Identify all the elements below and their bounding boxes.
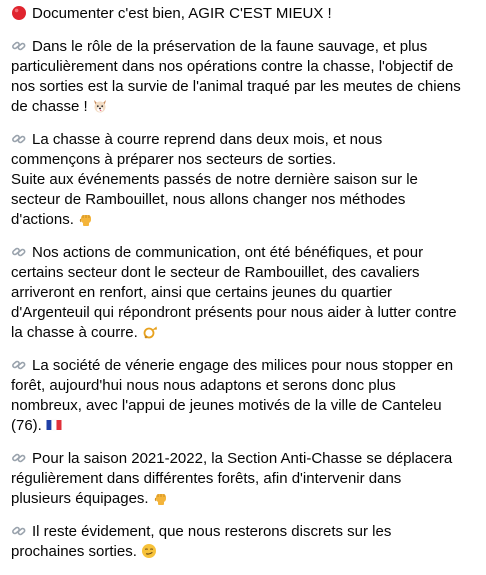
paragraph-line: de chasse !: [11, 98, 88, 115]
post-paragraph: [11, 243, 481, 343]
red-circle-icon: [11, 5, 27, 21]
post-paragraph: [11, 449, 481, 509]
paragraph-line: (76).: [11, 417, 42, 434]
paragraph-line: secteur de Rambouillet, nous allons changer nos méthodes: [11, 191, 406, 208]
paragraph-line: Suite aux événements passés de notre dernière saison sur le: [11, 171, 418, 188]
post-paragraph: [11, 130, 481, 230]
paragraph-line: particulièrement dans nos opérations contre la chasse, l'objectif de: [11, 58, 454, 75]
paragraph-line: d'actions.: [11, 211, 74, 228]
paperclip-icon: [11, 131, 27, 147]
paragraph-line: Il reste évidement, que nous resterons discrets sur les: [32, 523, 392, 540]
paragraph-line: plusieurs équipages.: [11, 490, 149, 507]
paragraph-line: arriveront en renfort, ainsi que certains jeunes du quartier: [11, 284, 393, 301]
paragraph-line: commençons à préparer nos secteurs de sorties.: [11, 151, 337, 168]
paragraph-line: Dans le rôle de la préservation de la faune sauvage, et plus: [32, 38, 428, 55]
post-body: [11, 4, 481, 575]
raised-fist-icon: [153, 490, 169, 506]
paragraph-line: prochaines sorties.: [11, 543, 137, 560]
paragraph-line: La société de vénerie engage des milices pour nous stopper en: [32, 357, 454, 374]
paragraph-line: Pour la saison 2021-2022, la Section Anti-Chasse se déplacera: [32, 450, 453, 467]
raised-fist-icon: [78, 211, 94, 227]
paperclip-icon: [11, 357, 27, 373]
paperclip-icon: [11, 38, 27, 54]
france-flag-icon: [46, 417, 62, 433]
post-paragraph: [11, 356, 481, 436]
paperclip-icon: [11, 523, 27, 539]
hunting-horn-icon: [142, 324, 158, 340]
paragraph-line: La chasse à courre reprend dans deux mois, et nous: [32, 131, 383, 148]
paperclip-icon: [11, 244, 27, 260]
paragraph-line: Documenter c'est bien, AGIR C'EST MIEUX !: [32, 5, 332, 22]
dog-face-icon: [92, 98, 108, 114]
paragraph-line: Nos actions de communication, ont été bénéfiques, et pour: [32, 244, 424, 261]
paragraph-line: nombreux, avec l'appui de jeunes motivés de la ville de Canteleu: [11, 397, 442, 414]
paperclip-icon: [11, 450, 27, 466]
paragraph-line: nos sorties est la survie de l'animal traqué par les meutes de chiens: [11, 78, 461, 95]
post-paragraph: [11, 4, 481, 24]
paragraph-line: forêt, aujourd'hui nous nous adaptons et serons donc plus: [11, 377, 396, 394]
paragraph-line: d'Argenteuil qui répondront présents pour nous aider à lutter contre: [11, 304, 457, 321]
post-paragraph: [11, 522, 481, 562]
paragraph-line: la chasse à courre.: [11, 324, 138, 341]
paragraph-line: régulièrement dans différentes forêts, afin d'intervenir dans: [11, 470, 402, 487]
post-paragraph: [11, 37, 481, 117]
smirking-face-icon: [141, 543, 157, 559]
paragraph-line: certains secteur dont le secteur de Rambouillet, des cavaliers: [11, 264, 420, 281]
